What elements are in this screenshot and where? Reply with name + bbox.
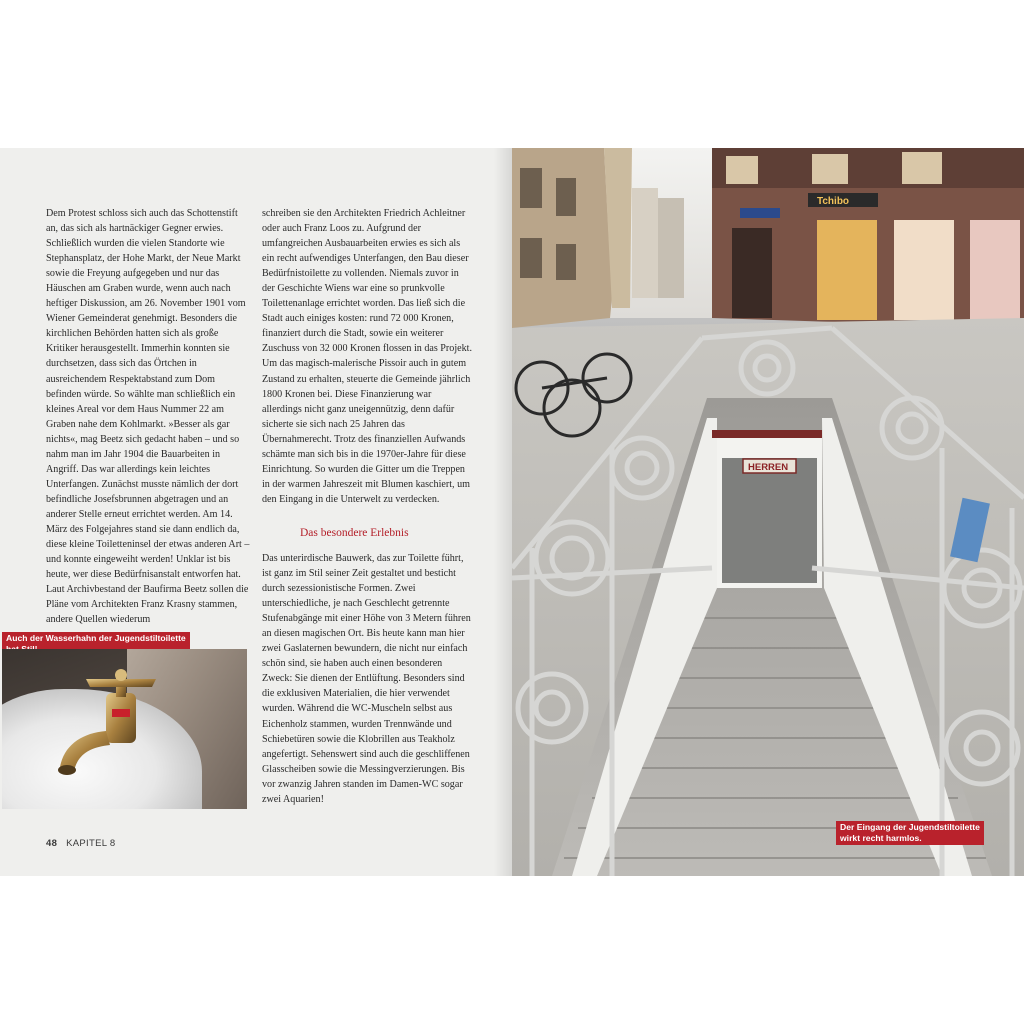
chapter-label: KAPITEL 8: [66, 838, 116, 849]
paragraph-architects: schreiben sie den Architekten Friedrich Achleitner oder auch Franz Loos zu. Aufgrund der umfangreichen Ausbauarbeiten erwies es sich als ein recht aufwendiges Unterfangen, den Bau dieser Bedürfnistoilette zu vollenden. Niemals zuvor in der Geschichte Wiens war eine so prunkvolle Toilettenanlage errichtet worden. Das ließ sich die Stadt auch einiges kosten: rund 72 000 Kronen, finanziert durch die Stadt, sowie ein weiterer Zuschuss von 32 000 Kronen flossen in das Projekt. Um das magisch-malerische Pissoir auch in gutem Zustand zu erhalten, steuerte die Gemeinde jährlich 1800 Kronen bei. Diese Finanzierung war allerdings nicht ganz uneigennützig, denn dafür sicherte sie sich nach 25 Jahren das Übernahmerecht. Trotz des finanziellen Aufwands schämte man sich bis in die 1970er-Jahre für diese Einrichtung. So wurden die Gitter um die Treppen in der warmen Jahreszeit mit Blumen kaschiert, um den Eingang in die Unterwelt zu verdecken.: [262, 208, 472, 505]
paragraph-protest: Dem Protest schloss sich auch das Schottenstift an, das sich als hartnäckiger Gegner erwies. Schließlich wurden die vielen Standorte wie Stephansplatz, der Hohe Markt, der Neue Markt sowie die Freyung aufgegeben und nur das Häuschen am Graben wurde, wenn auch nach heftiger Diskussion, am 26. November 1901 vom Wiener Gemeinderat genehmigt. Besonders die kirchlichen Behörden hatten sich als große Kritiker herausgestellt. Immerhin konnten sie durchsetzen, dass sich das Örtchen in ausreichendem Respektabstand zum Dom befinden würde. So wählte man schließlich ein kleines Areal vor dem Haus Nummer 22 am Graben nahe dem Kohlmarkt. »Besser als gar nichts«, mag Beetz sich gedacht haben – und so nahm man im Jahr 1904 die Bauarbeiten in Angriff. Das war allerdings kein leichtes Unterfangen. Zunächst musste nämlich der dort befindliche Josefsbrunnen abgetragen und an anderer Stelle erneut errichtet werden. Am 14. März des Folgejahres stand sie dann endlich da, diese kleine Toiletteninsel der etwas anderen Art – und konnte eingeweiht werden! Unklar ist bis heute, wer diese Bedürfnisanstalt entworfen hat. Laut Archivbestand der Baufirma Beetz sollen die Pläne vom Architekten Franz Krasny stammen, andere Quellen wiederum: [46, 208, 250, 626]
page-footer: [46, 838, 115, 849]
subheading-besondere-erlebnis: Das besondere Erlebnis: [300, 526, 409, 539]
text-column-2: [262, 206, 472, 807]
text-column-1: [46, 206, 251, 627]
brass-faucet-illustration: [2, 649, 247, 809]
herren-sign: HERREN: [748, 462, 789, 473]
entrance-caption-line-1: Der Eingang der Jugendstiltoilette: [840, 822, 980, 832]
entrance-photo: [512, 148, 1024, 876]
entrance-caption-line-2: wirkt recht harmlos.: [840, 833, 922, 843]
entrance-caption: [836, 821, 984, 845]
book-spread: [0, 148, 1024, 876]
faucet-caption-line-1: Auch der Wasserhahn der Jugendstiltoilette: [6, 633, 186, 643]
entrance-photo-illustration: [512, 148, 1024, 876]
shop-sign-text: Tchibo: [817, 196, 850, 207]
page-number: 48: [46, 838, 58, 849]
faucet-photo: [2, 649, 247, 809]
paragraph-bauwerk: Das unterirdische Bauwerk, das zur Toilette führt, ist ganz im Stil seiner Zeit gestaltet und besticht durch sezessionistische Formen. Zwei unterschiedliche, je nach Geschlecht getrennte Stufenabgänge mit einer Höhe von 3 Metern führen an diesen magischen Ort. Bis heute kann man hier zwei Gaslaternen bewundern, die nicht nur einfach schön sind, sie haben auch einen besonderen Zweck: Sie dienen der Entlüftung. Besonders sind die exklusiven Materialien, die hier verwendet wurden. Während die WC-Muscheln selbst aus Eichenholz stammen, wurden Trennwände und Schiebetüren sowie die Klobrillen aus Teakholz angefertigt. Sehenswert sind auch die geschliffenen Glasscheiben sowie die Messingverzierungen. Bis vor zwanzig Jahren standen im Damen-WC sogar zwei Aquarien!: [262, 552, 471, 805]
left-page: [0, 148, 512, 876]
